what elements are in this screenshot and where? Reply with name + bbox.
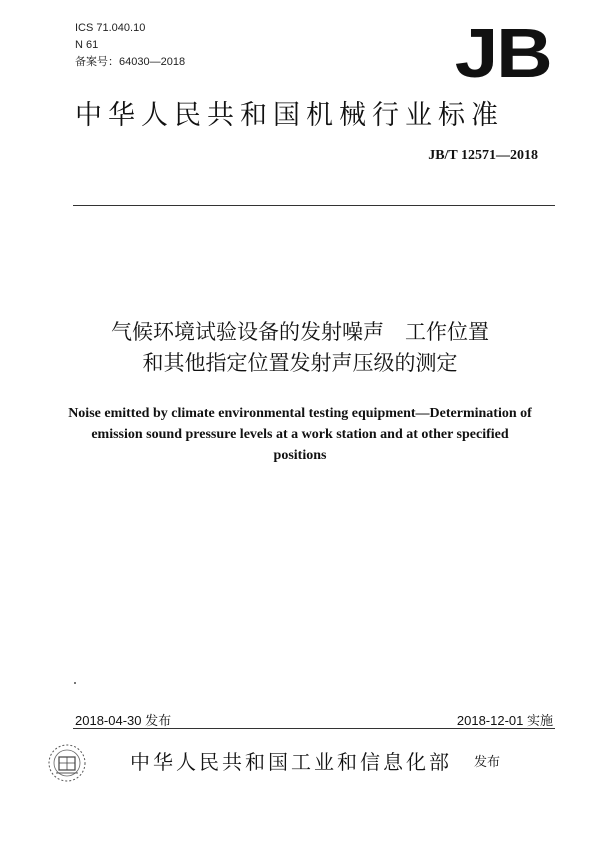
issue-date: 2018-04-30 发布 bbox=[75, 713, 172, 728]
bottom-divider bbox=[73, 728, 555, 729]
chinese-title-line-2: 和其他指定位置发射声压级的测定 bbox=[142, 351, 458, 375]
english-title bbox=[40, 403, 560, 466]
jb-logo: JB bbox=[454, 14, 550, 92]
ministry-emblem-icon bbox=[47, 743, 87, 783]
record-number: 备案号：64030—2018 bbox=[75, 56, 186, 68]
scan-dot bbox=[74, 682, 76, 684]
industry-standard-title: 中华人民共和国机械行业标准 bbox=[75, 100, 504, 131]
chinese-title-line-1: 气候环境试验设备的发射噪声 工作位置 bbox=[111, 320, 489, 344]
issuer-suffix: 发布 bbox=[474, 755, 501, 770]
english-title-line-1: Noise emitted by climate environmental testing equipment—Determination of bbox=[68, 406, 532, 421]
english-title-line-3: positions bbox=[273, 448, 327, 463]
standard-code: JB/T 12571—2018 bbox=[428, 148, 538, 163]
top-divider bbox=[73, 205, 555, 206]
ics-code: ICS 71.040.10 bbox=[75, 22, 146, 34]
category-code: N 61 bbox=[75, 39, 99, 51]
english-title-line-2: emission sound pressure levels at a work station and at other specified bbox=[91, 427, 509, 442]
implementation-date: 2018-12-01 实施 bbox=[456, 713, 553, 728]
chinese-title bbox=[40, 317, 560, 379]
classification-block bbox=[75, 20, 185, 71]
issuing-authority: 中华人民共和国工业和信息化部 bbox=[130, 750, 452, 774]
